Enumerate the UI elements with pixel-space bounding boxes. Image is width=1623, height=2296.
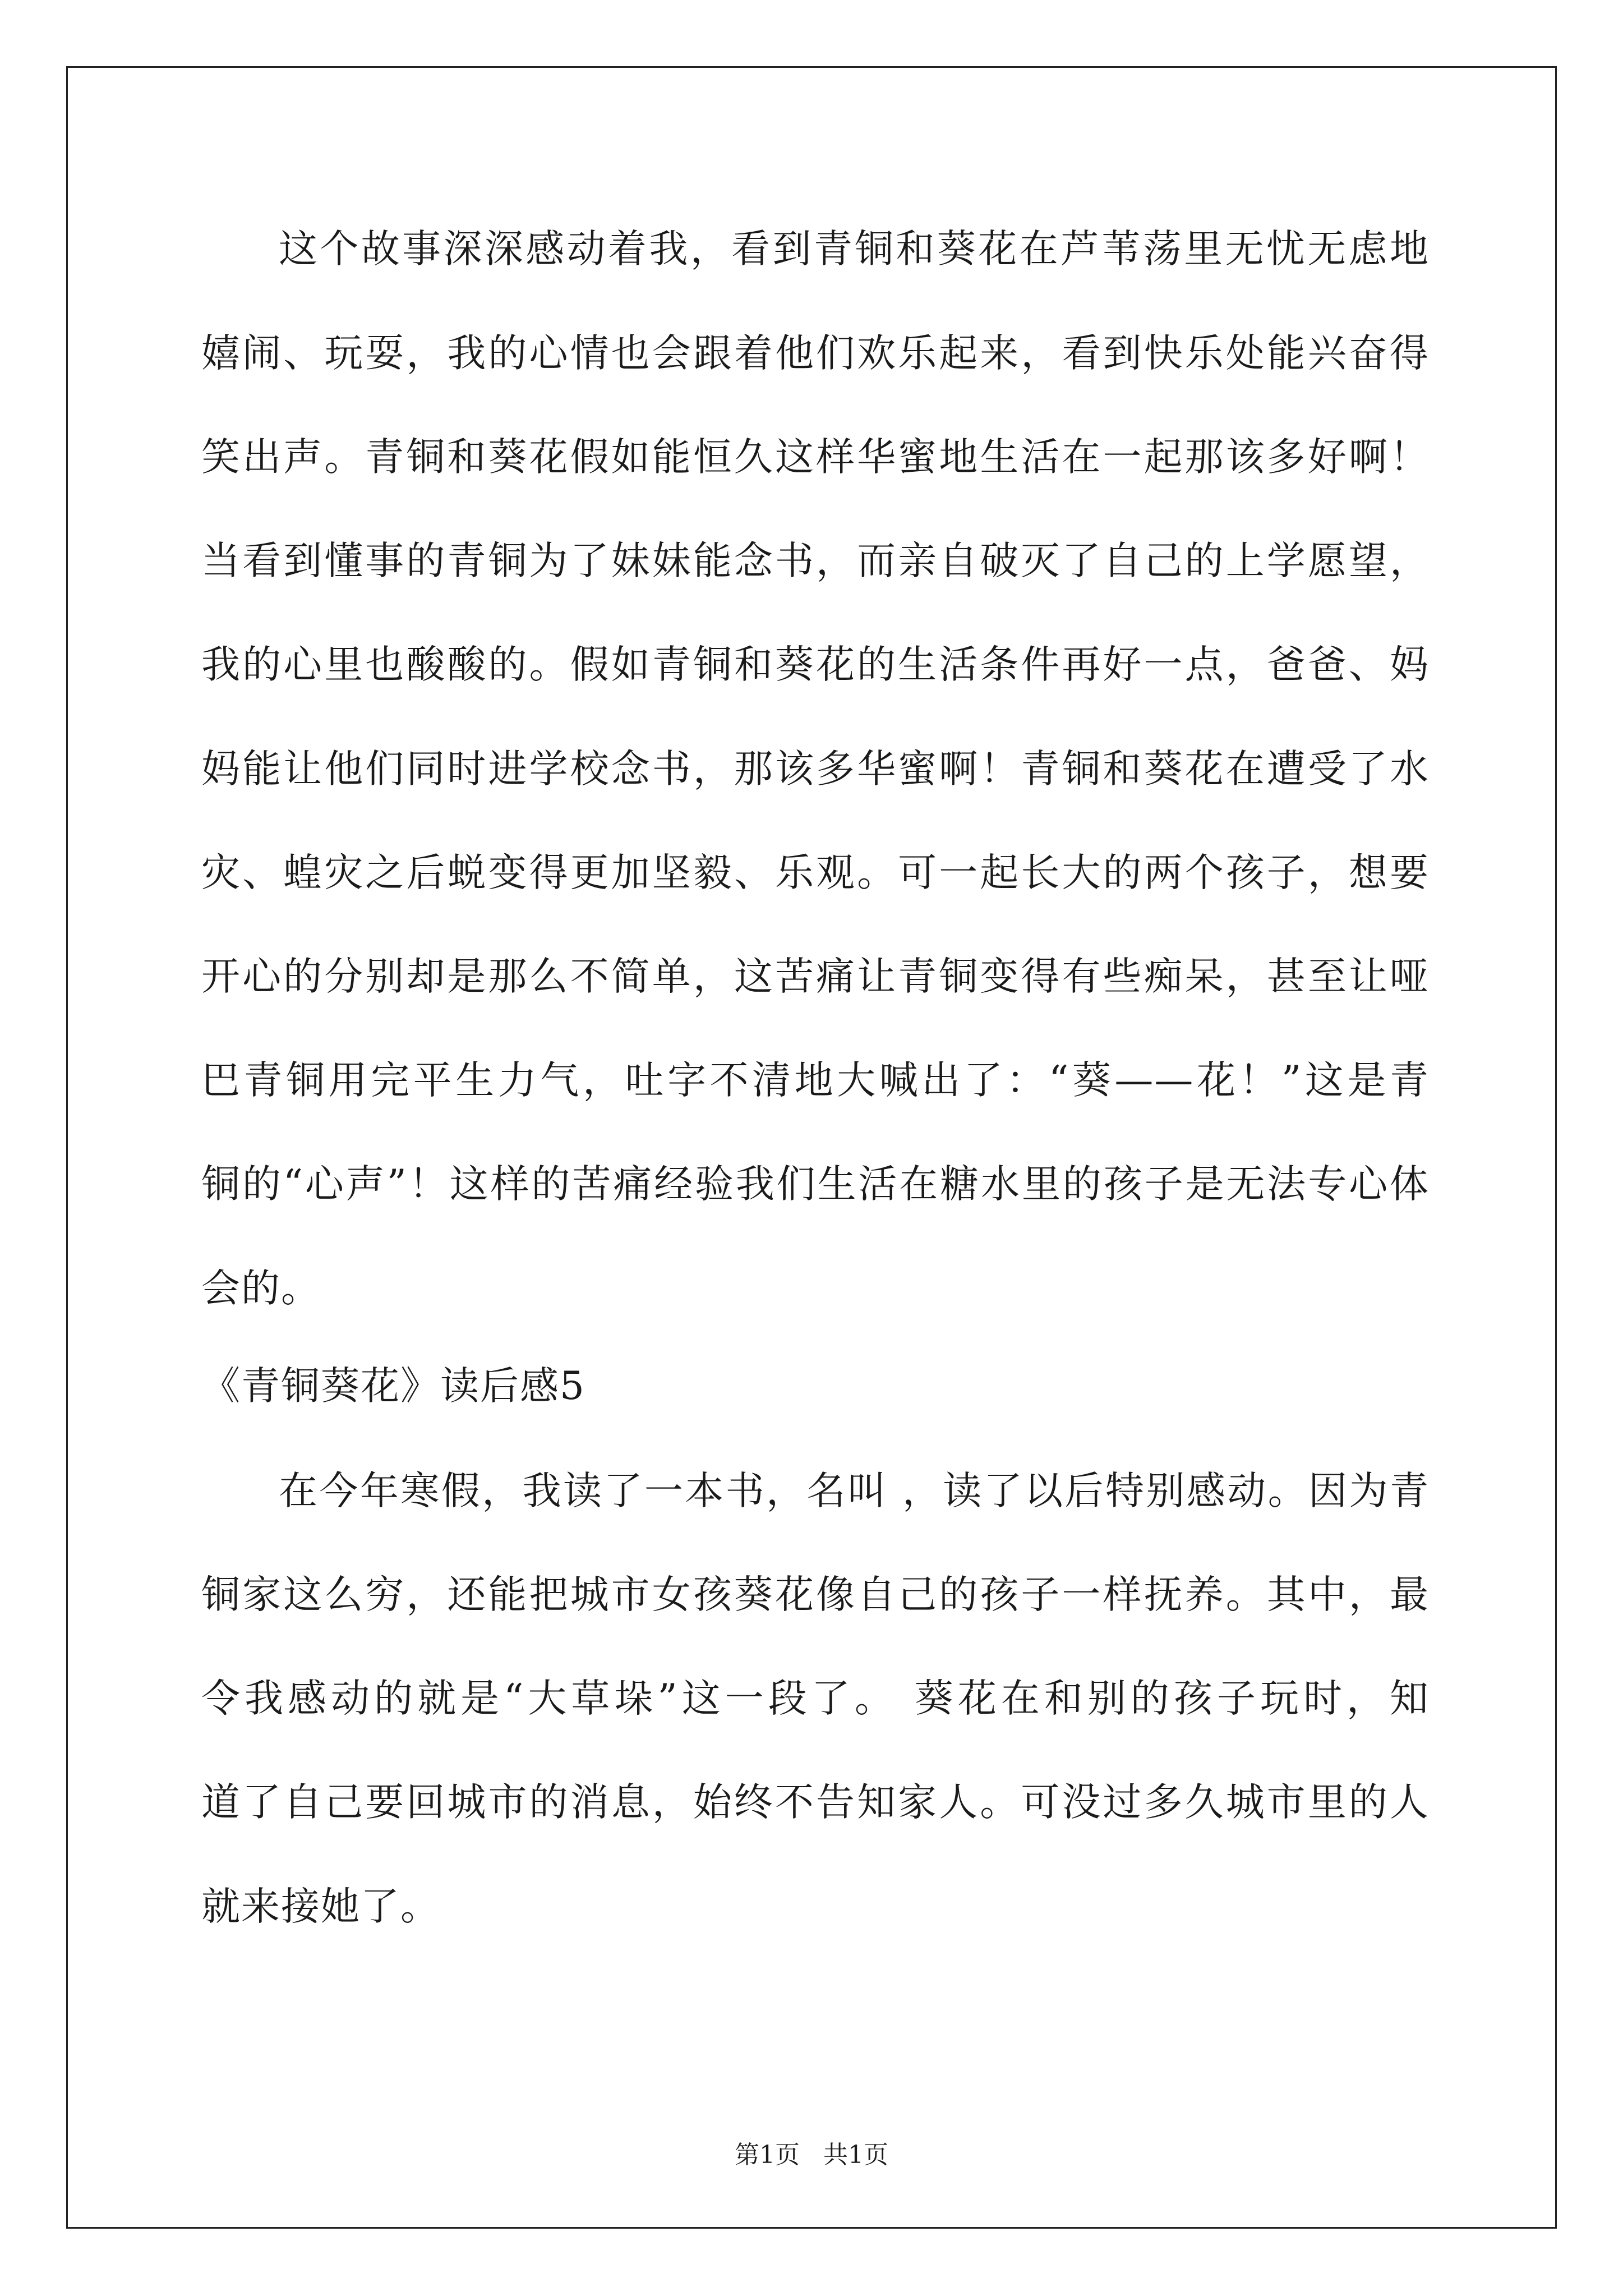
paragraph-1-line-3: 笑出声。青铜和葵花假如能恒久这样华蜜地生活在一起那该多好啊！ [201, 435, 1430, 480]
paragraph-1-line-7: 灾、蝗灾之后蜕变得更加坚毅、乐观。可一起长大的两个孩子，想要 [201, 850, 1430, 895]
paragraph-1-line-8: 开心的分别却是那么不简单，这苦痛让青铜变得有些痴呆，甚至让哑 [201, 954, 1430, 999]
paragraph-2-line-5: 就来接她了。 [201, 1884, 440, 1929]
page-number-footer: 第1页 共1页 [735, 2141, 888, 2169]
paragraph-2-line-4: 道了自己要回城市的消息，始终不告知家人。可没过多久城市里的人 [201, 1780, 1430, 1825]
paragraph-1-line-5: 我的心里也酸酸的。假如青铜和葵花的生活条件再好一点，爸爸、妈 [201, 642, 1430, 687]
paragraph-1-line-6: 妈能让他们同时进学校念书，那该多华蜜啊！青铜和葵花在遭受了水 [201, 747, 1430, 792]
paragraph-2-line-2: 铜家这么穷，还能把城市女孩葵花像自己的孩子一样抚养。其中，最 [201, 1572, 1430, 1617]
paragraph-2-line-1: 在今年寒假，我读了一本书，名叫 ，读了以后特别感动。因为青 [279, 1469, 1430, 1513]
paragraph-1-line-10: 铜的“心声”！这样的苦痛经验我们生活在糖水里的孩子是无法专心体 [201, 1162, 1430, 1207]
paragraph-1-line-9: 巴青铜用完平生力气，吐字不清地大喊出了：“葵——花！”这是青 [201, 1058, 1430, 1103]
paragraph-1-line-4: 当看到懂事的青铜为了妹妹能念书，而亲自破灭了自己的上学愿望， [201, 539, 1430, 583]
paragraph-1-line-2: 嬉闹、玩耍，我的心情也会跟着他们欢乐起来，看到快乐处能兴奋得 [201, 331, 1430, 376]
paragraph-2-line-3: 令我感动的就是“大草垛”这一段了。 葵花在和别的孩子玩时，知 [201, 1676, 1430, 1721]
paragraph-1-line-11: 会的。 [201, 1266, 321, 1311]
section-heading: 《青铜葵花》读后感5 [201, 1364, 585, 1409]
paragraph-1-line-1: 这个故事深深感动着我，看到青铜和葵花在芦苇荡里无忧无虑地 [279, 227, 1430, 272]
